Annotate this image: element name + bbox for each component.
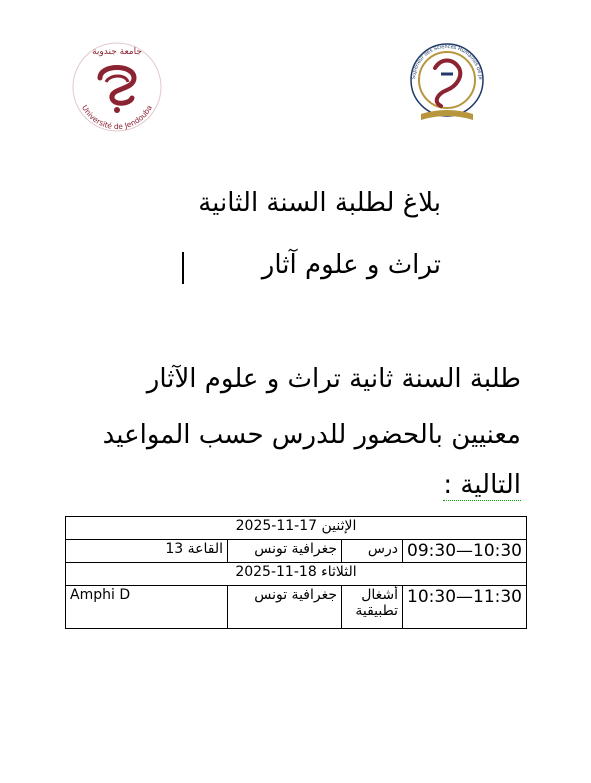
day-label: الإثنين 17-11-2025 [66, 517, 527, 540]
room-cell: القاعة 13 [66, 540, 228, 563]
subject-cell: جغرافية تونس [228, 586, 342, 629]
day-header-row [66, 563, 527, 586]
body-line-3: التالية : [443, 470, 521, 500]
logo-arabic-text: جامعة جندوبة [92, 47, 142, 57]
time-cell: 09:30—10:30 [403, 540, 527, 563]
day-header-row [66, 517, 527, 540]
table-row [66, 540, 527, 563]
schedule-table [65, 516, 527, 629]
subject-cell: جغرافية تونس [228, 540, 342, 563]
body-line-2: معنيين بالحضور للدرس حسب المواعيد [102, 420, 521, 450]
body-line-1: طلبة السنة ثانية تراث و علوم الآثار [146, 364, 521, 394]
text-cursor [182, 252, 184, 284]
time-cell: 10:30—11:30 [403, 586, 527, 629]
notice-subtitle: تراث و علوم آثار [261, 250, 441, 280]
logo-french-text: Université de Jendouba [80, 103, 154, 132]
session-type-cell: درس [342, 540, 403, 563]
room-cell: Amphi D [66, 586, 228, 629]
day-label: الثلاثاء 18-11-2025 [66, 563, 527, 586]
table-row [66, 586, 527, 629]
institute-logo [405, 40, 489, 130]
institute-logo-text: Supérieur des Sciences Humaines de Je [410, 43, 484, 80]
university-logo [70, 40, 164, 134]
session-type-cell: أشغال تطبيقية [342, 586, 403, 629]
notice-title: بلاغ لطلبة السنة الثانية [198, 188, 441, 218]
